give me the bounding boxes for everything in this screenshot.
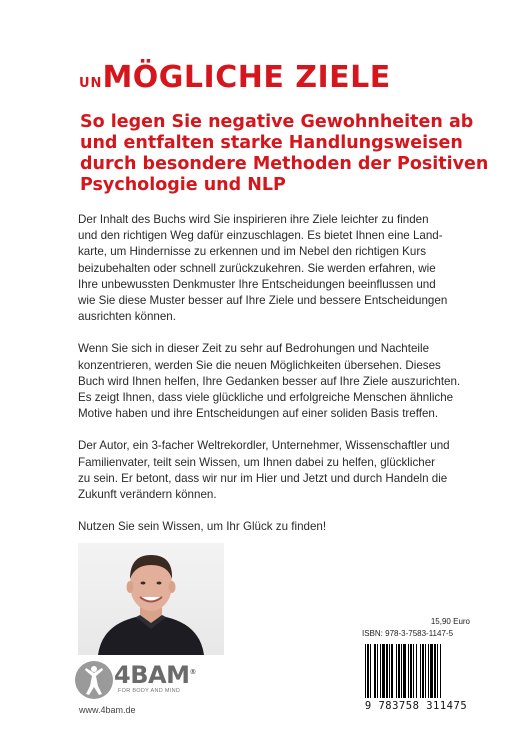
barcode-bar [380, 644, 381, 698]
website-link[interactable]: www.4bam.de [79, 705, 136, 715]
logo-tagline: FOR BODY AND MIND [118, 688, 181, 694]
text-line: Buch wird Ihnen helfen, Ihre Gedanken besser auf Ihre Ziele auszurichten. [78, 374, 461, 388]
barcode-bar [389, 644, 390, 698]
text-line: beizubehalten oder schnell zurückzukehren. Sie werden erfahren, wie [78, 261, 436, 275]
title-main: MÖGLICHE ZIELE [102, 60, 391, 95]
text-line: Der Inhalt des Buchs wird Sie inspirieren ihre Ziele leichter zu finden [78, 213, 429, 226]
barcode-digits: 9 783758 311475 [364, 700, 468, 712]
barcode-bar [401, 644, 402, 698]
barcode-bar [428, 644, 429, 698]
barcode-bar [430, 644, 433, 698]
barcode-bar [437, 644, 438, 698]
title-prefix: UN [79, 76, 103, 91]
barcode-bar [422, 644, 424, 698]
author-photo [78, 543, 224, 655]
subtitle-line: durch besondere Methoden der Positiven [80, 154, 489, 174]
paragraph-author [78, 438, 470, 503]
isbn-barcode [362, 642, 470, 700]
barcode-bar [391, 644, 393, 698]
text-line: karte, um Hindernisse zu erkennen und im Nebel den richtigen Kurs [78, 245, 426, 259]
text-line: ausrichten können. [78, 310, 176, 324]
subtitle-line: So legen Sie negative Gewohnheiten ab [80, 112, 474, 132]
text-line: zu sein. Er betont, dass wir nur im Hier und Jetzt und durch Handeln die [78, 471, 448, 485]
text-line: Wenn Sie sich in dieser Zeit zu sehr auf Bedrohungen und Nachteile [78, 342, 430, 356]
barcode-bar [434, 644, 436, 698]
logo-name[interactable]: 4BAM® [114, 661, 196, 689]
book-title [79, 60, 391, 95]
text-line: Nutzen Sie sein Wissen, um Ihr Glück zu finden! [78, 520, 327, 534]
subtitle [80, 112, 489, 196]
price-info [362, 616, 470, 640]
text-line: und den richtigen Weg dafür einzuschlagen. Es bietet Ihnen eine Land- [78, 229, 443, 243]
price: 15,90 Euro [430, 617, 470, 626]
text-line: Motive haben und ihre Entscheidungen auf einer soliden Basis treffen. [78, 407, 439, 421]
barcode-bar [416, 644, 417, 698]
barcode-bar [365, 644, 366, 698]
barcode-bar [382, 644, 385, 698]
barcode-bar [396, 644, 397, 698]
barcode-bar [425, 644, 426, 698]
barcode-bar [403, 644, 406, 698]
barcode-bar [408, 644, 409, 698]
isbn: ISBN: 978-3-7583-1147-5 [362, 629, 454, 638]
barcode-bar [377, 644, 378, 698]
blurb-text [78, 212, 470, 551]
barcode-bar [440, 644, 441, 698]
subtitle-line: Psychologie und NLP [80, 175, 286, 195]
text-line: Es zeigt Ihnen, dass viele glückliche und erfolgreiche Menschen ähnliche [78, 391, 454, 405]
barcode-bar [398, 644, 400, 698]
paragraph-closing [78, 519, 470, 535]
barcode-bar [386, 644, 388, 698]
text-line: Familienvater, teilt sein Wissen, um Ihnen dabei zu helfen, glücklicher [78, 455, 436, 469]
text-line: Der Autor, ein 3-facher Weltrekordler, Unternehmer, Wissenschaftler und [78, 439, 450, 453]
subtitle-line: und entfalten starke Handlungsweisen [80, 133, 463, 153]
barcode-bar [413, 644, 414, 698]
text-line: Zukunft verändern können. [78, 488, 217, 502]
text-line: wie Sie diese Muster besser auf Ihre Ziele und bessere Entscheidungen [78, 294, 448, 308]
barcode-bar [370, 644, 371, 698]
barcode-bar [410, 644, 412, 698]
barcode-bar [367, 644, 369, 698]
paragraph-intro [78, 212, 470, 325]
text-line: konzentrieren, werden Sie die neuen Möglichkeiten übersehen. Dieses [78, 358, 441, 372]
barcode-bar [374, 644, 376, 698]
text-line: Ihre unbewussten Denkmuster Ihre Entscheidungen beeinflussen und [78, 277, 436, 291]
author-portrait-image [78, 543, 224, 655]
paragraph-opportunities [78, 341, 470, 422]
barcode-bar [420, 644, 421, 698]
